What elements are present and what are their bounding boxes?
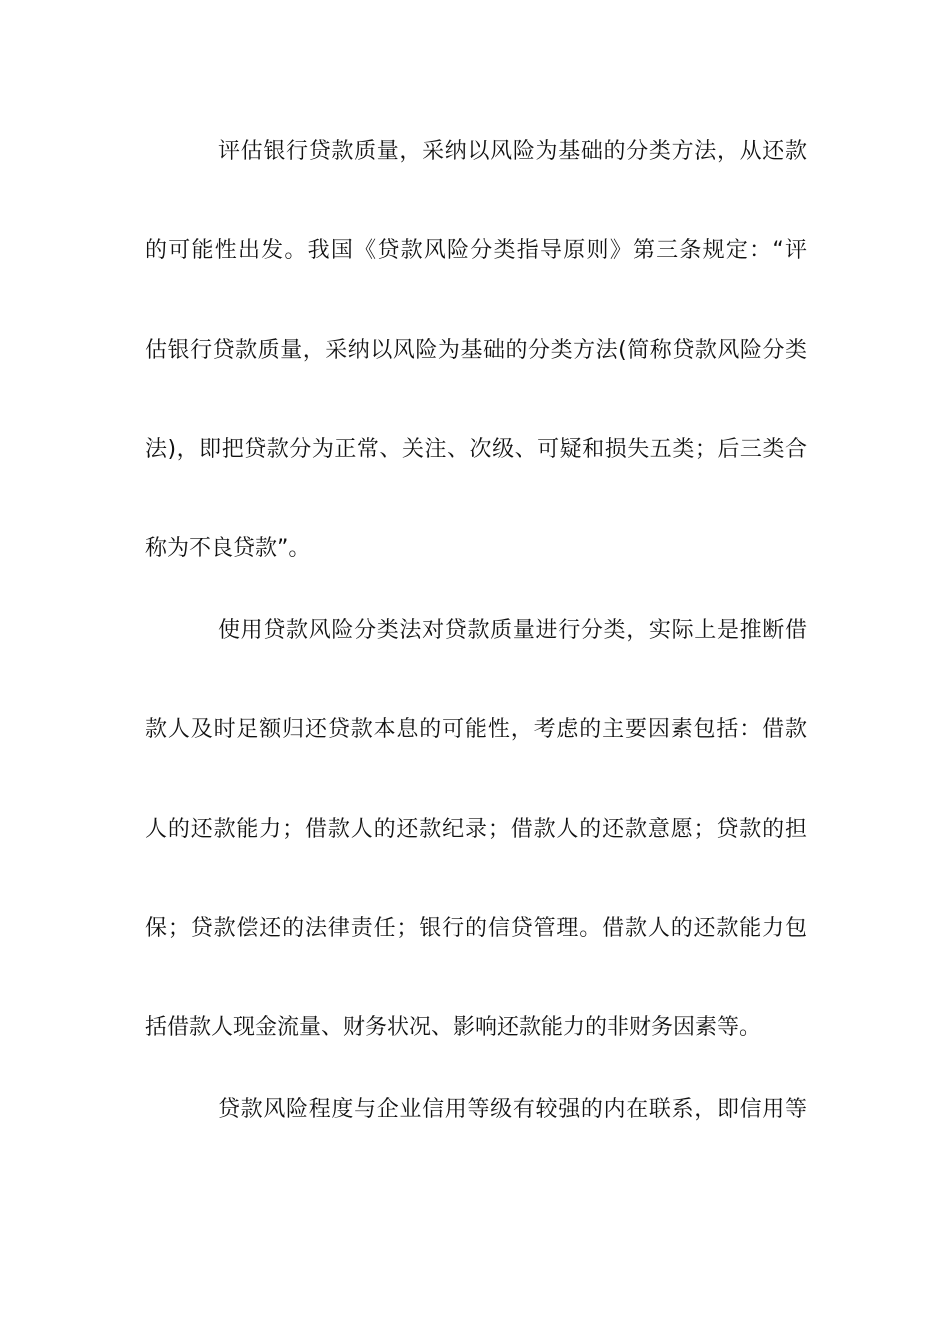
paragraph-1-line-5: 称为不良贷款”。	[145, 536, 311, 561]
paragraph-3-line-1: 贷款风险程度与企业信用等级有较强的内在联系，即信用等	[218, 1097, 807, 1122]
paragraph-2-line-5: 括借款人现金流量、财务状况、影响还款能力的非财务因素等。	[145, 1015, 762, 1040]
paragraph-1-line-3: 估银行贷款质量，采纳以风险为基础的分类方法(简称贷款风险分类	[145, 338, 807, 363]
paragraph-2-line-1: 使用贷款风险分类法对贷款质量进行分类，实际上是推断借	[218, 618, 807, 643]
paragraph-2-line-2: 款人及时足额归还贷款本息的可能性，考虑的主要因素包括：借款	[145, 717, 807, 742]
paragraph-1-line-1: 评估银行贷款质量，采纳以风险为基础的分类方法，从还款	[218, 139, 807, 164]
paragraph-1-line-2: 的可能性出发。我国《贷款风险分类指导原则》第三条规定：“评	[145, 238, 807, 263]
paragraph-1-line-4: 法)，即把贷款分为正常、关注、次级、可疑和损失五类；后三类合	[145, 437, 807, 462]
paragraph-2-line-4: 保；贷款偿还的法律责任；银行的信贷管理。借款人的还款能力包	[145, 916, 807, 941]
paragraph-2-line-3: 人的还款能力；借款人的还款纪录；借款人的还款意愿；贷款的担	[145, 817, 807, 842]
